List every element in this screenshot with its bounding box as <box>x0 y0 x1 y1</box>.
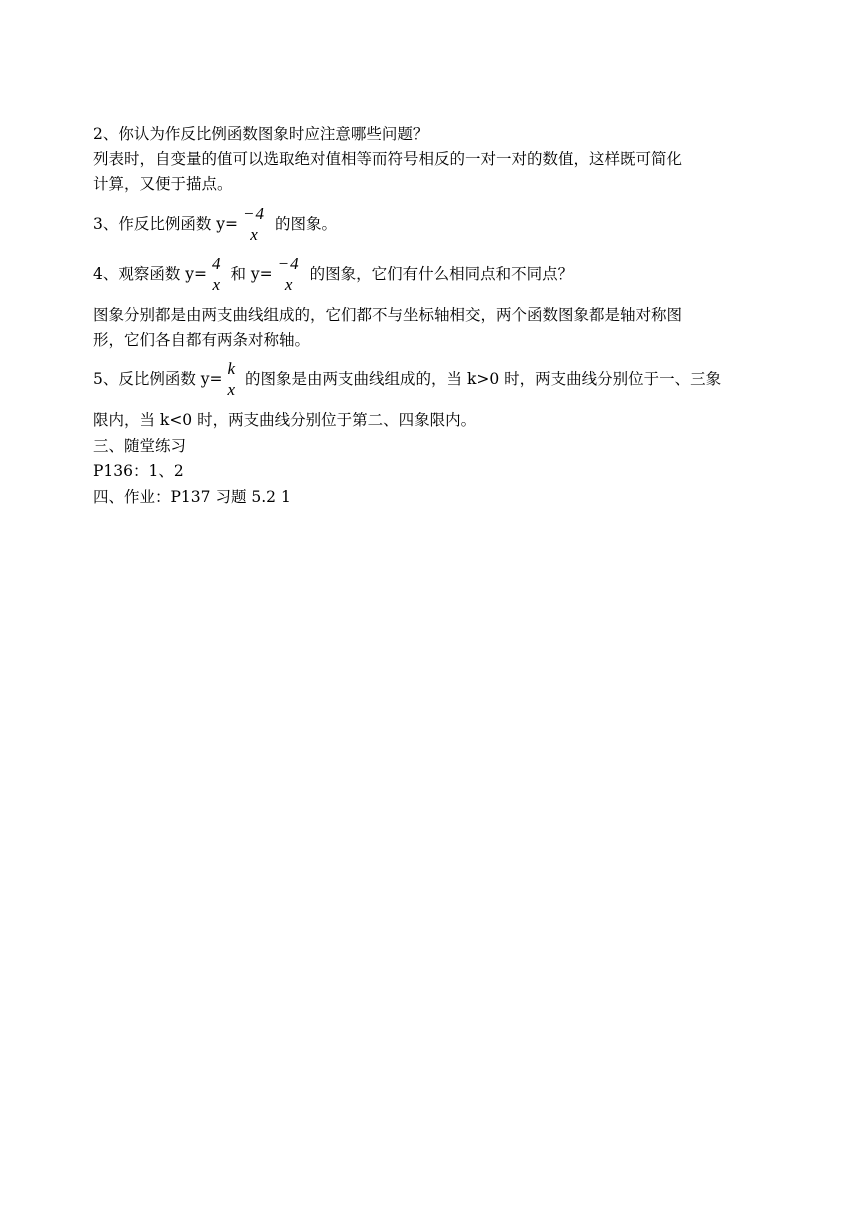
q4-prefix: 4、观察函数 y= <box>93 265 208 283</box>
section3-heading: 三、随堂练习 <box>93 437 187 455</box>
q5-prefix: 5、反比例函数 y= <box>93 370 223 388</box>
q2-answer-line1: 列表时，自变量的值可以选取绝对值相等而符号相反的一对一对的数值，这样既可简化 <box>93 150 683 168</box>
q5-line2: 限内，当 k<0 时，两支曲线分别位于第二、四象限内。 <box>93 411 477 429</box>
q5-suffix: 的图象是由两支曲线组成的，当 k>0 时，两支曲线分别位于一、三象 <box>240 370 722 388</box>
q3-fraction <box>241 204 267 245</box>
q5-fraction-numerator: k <box>227 358 236 378</box>
q4-fraction-1-numerator: 4 <box>212 253 221 273</box>
q4-line <box>93 254 573 296</box>
section3-content: P136：1、2 <box>93 462 184 480</box>
q2-answer-line2: 计算，又便于描点。 <box>93 175 233 193</box>
section4-heading: 四、作业：P137 习题 5.2 1 <box>93 488 291 506</box>
q4-middle: 和 y= <box>225 265 273 283</box>
q4-fraction-2 <box>276 254 302 295</box>
q3-suffix: 的图象。 <box>270 215 337 233</box>
q4-answer-line1: 图象分别都是由两支曲线组成的，它们都不与坐标轴相交，两个函数图象都是轴对称图 <box>93 306 683 324</box>
q3-prefix: 3、作反比例函数 y= <box>93 215 239 233</box>
q3-line <box>93 204 337 246</box>
q5-fraction-denominator: x <box>227 379 236 399</box>
q4-fraction-1-denominator: x <box>212 274 221 294</box>
q3-fraction-denominator: x <box>250 224 258 244</box>
q4-fraction-2-denominator: x <box>284 274 293 294</box>
q4-answer-line2: 形，它们各自都有两条对称轴。 <box>93 331 311 349</box>
q5-line1 <box>93 359 721 401</box>
q4-fraction-2-numerator: −4 <box>277 253 300 273</box>
q2-heading: 2、你认为作反比例函数图象时应注意哪些问题？ <box>93 125 429 143</box>
q4-fraction-1 <box>210 254 223 295</box>
q5-fraction <box>226 359 238 400</box>
q3-fraction-numerator: −4 <box>243 203 266 223</box>
q4-suffix: 的图象，它们有什么相同点和不同点？ <box>304 265 574 283</box>
